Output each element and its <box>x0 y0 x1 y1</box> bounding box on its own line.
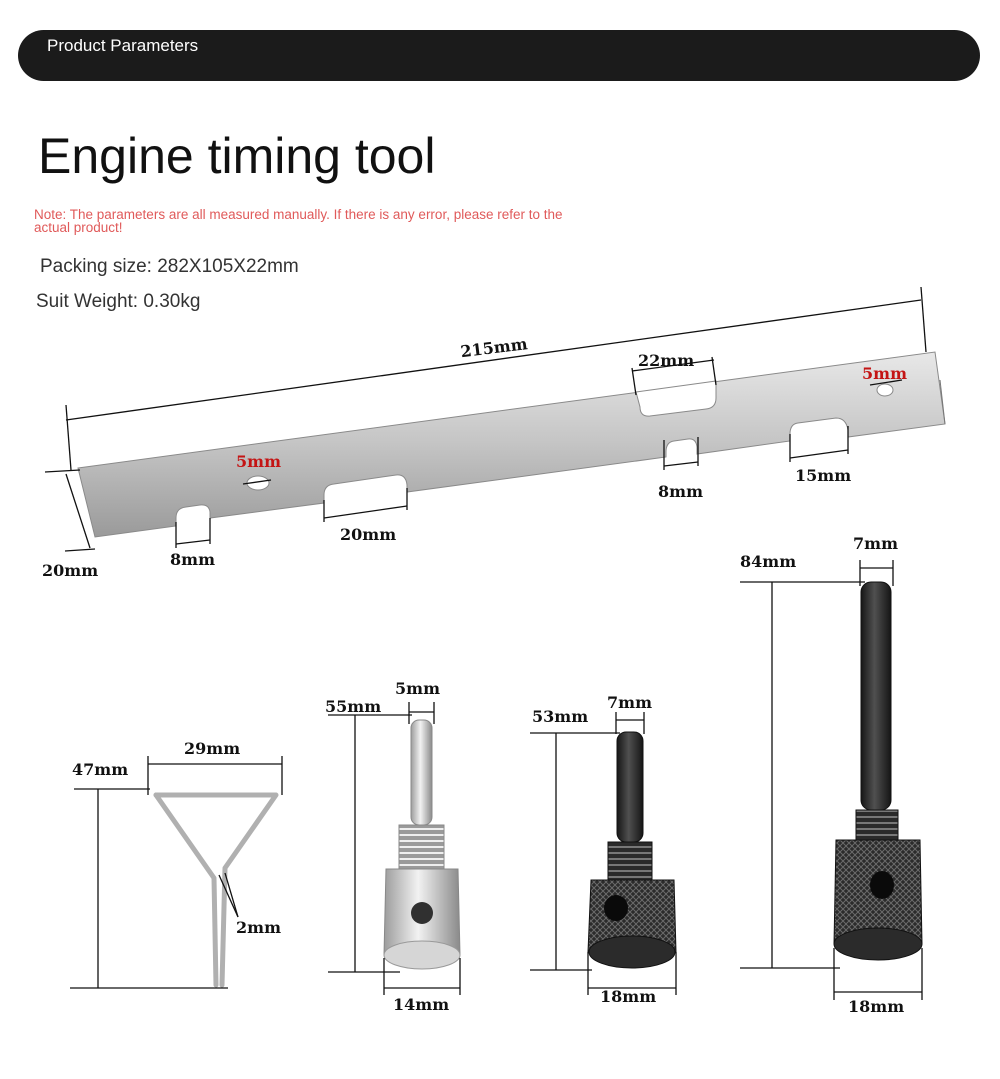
plate-slot-mid-label: 20mm <box>340 525 397 544</box>
silver-pin-base-label: 14mm <box>393 995 450 1014</box>
product-title: Engine timing tool <box>38 128 436 184</box>
plate-hole-left-label: 5mm <box>236 452 281 471</box>
silver-pin-tip-label: 5mm <box>395 679 440 698</box>
black-pin-long-base-label: 18mm <box>848 997 905 1016</box>
plate-slot-top-label: 22mm <box>638 351 695 370</box>
packing-size: Packing size: 282X105X22mm <box>40 256 299 277</box>
black-pin-short-base-label: 18mm <box>600 987 657 1006</box>
black-pin-short-tip-label: 7mm <box>607 693 652 712</box>
plate-slot-right-label: 15mm <box>795 466 852 485</box>
key-wire-label: 2mm <box>236 918 281 937</box>
plate-slot-left-label: 8mm <box>170 550 215 569</box>
key-height-label: 47mm <box>72 760 129 779</box>
black-pin-long-tip-label: 7mm <box>853 534 898 553</box>
black-pin-short-length-label: 53mm <box>532 707 589 726</box>
silver-pin-length-label: 55mm <box>325 697 382 716</box>
plate-width-label: 20mm <box>42 561 99 580</box>
black-pin-short <box>588 732 676 968</box>
suit-weight: Suit Weight: 0.30kg <box>36 291 201 312</box>
key-width-label: 29mm <box>184 739 241 758</box>
black-pin-long-length-label: 84mm <box>740 552 797 571</box>
header-title: Product Parameters <box>47 36 199 55</box>
silver-pin <box>384 720 460 969</box>
black-pin-long <box>834 582 922 960</box>
measurement-note: Note: The parameters are all measured manually. If there is any error, please refer to the actual product! <box>34 207 563 235</box>
plate-hole-right-label: 5mm <box>862 364 907 383</box>
plate-slot-mid-right-label: 8mm <box>658 482 703 501</box>
wire-key <box>156 795 276 985</box>
plate-length-label: 215mm <box>459 334 529 362</box>
timing-plate <box>78 352 945 537</box>
